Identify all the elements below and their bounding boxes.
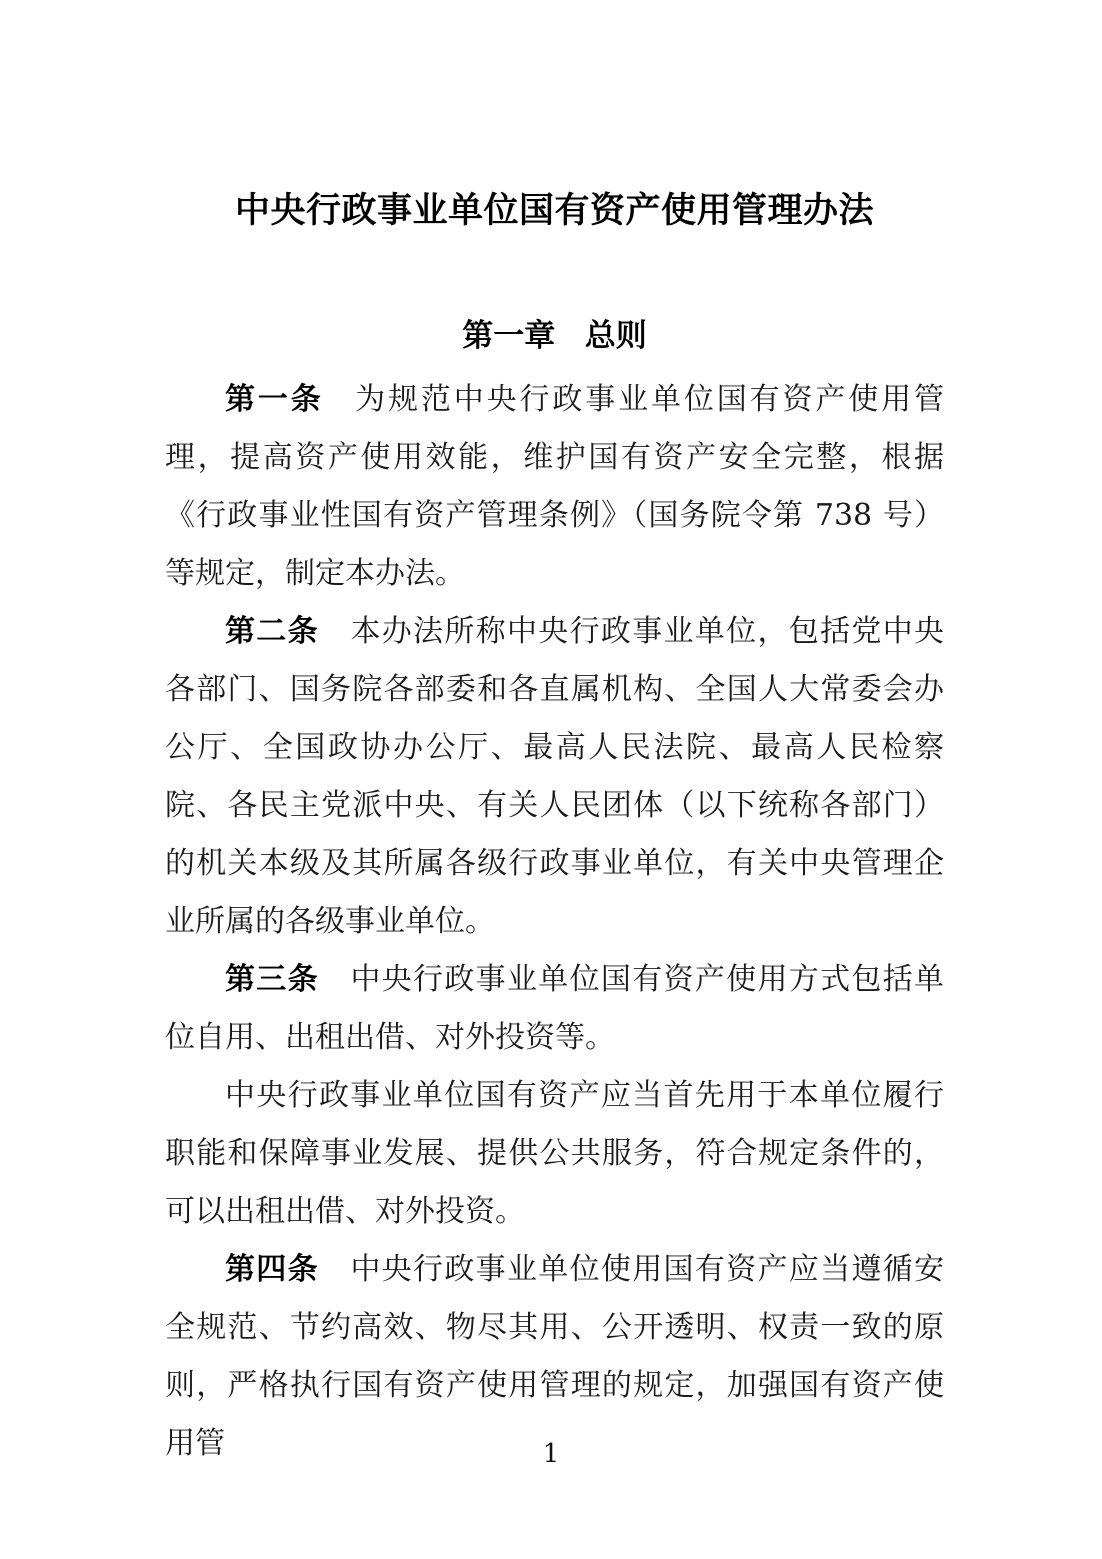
article-3-text: 中央行政事业单位国有资产使用方式包括单位自用、出租出借、对外投资等。 [165, 962, 945, 1055]
document-title: 中央行政事业单位国有资产使用管理办法 [234, 190, 874, 231]
document-body [165, 371, 944, 1473]
article-2-label: 第二条 [225, 614, 319, 649]
article-3-label: 第三条 [225, 962, 319, 997]
chapter-title: 总则 [584, 318, 647, 354]
article-4-text: 中央行政事业单位使用国有资产应当遵循安全规范、节约高效、物尽其用、公开透明、权责一致的原则，严格执行国有资产使用管理的规定，加强国有资产使用管 [165, 1252, 945, 1461]
article-2-text: 本办法所称中央行政事业单位，包括党中央各部门、国务院各部委和各直属机构、全国人大常委会办公厅、全国政协办公厅、最高人民法院、最高人民检察院、各民主党派中央、有关人民团体（以下统称各部门）的机关本级及其所属各级行政事业单位，有关中央管理企业所属的各级事业单位。 [165, 614, 945, 939]
article-3-continuation-text: 中央行政事业单位国有资产应当首先用于本单位履行职能和保障事业发展、提供公共服务，符合规定条件的，可以出租出借、对外投资。 [165, 1078, 944, 1229]
article-4-label: 第四条 [225, 1252, 319, 1287]
paragraph-article-2 [165, 603, 944, 951]
paragraph-article-3 [165, 951, 944, 1067]
chapter-number: 第一章 [462, 318, 556, 354]
article-1-text: 为规范中央行政事业单位国有资产使用管理，提高资产使用效能，维护国有资产安全完整，根据《行政事业性国有资产管理条例》（国务院令第 738 号）等规定，制定本办法。 [165, 382, 944, 591]
paragraph-article-1 [165, 371, 944, 603]
paragraph-article-3-continuation [165, 1067, 944, 1241]
article-1-label: 第一条 [225, 382, 324, 417]
page-number: 1 [542, 1439, 560, 1469]
chapter-heading [165, 316, 944, 356]
